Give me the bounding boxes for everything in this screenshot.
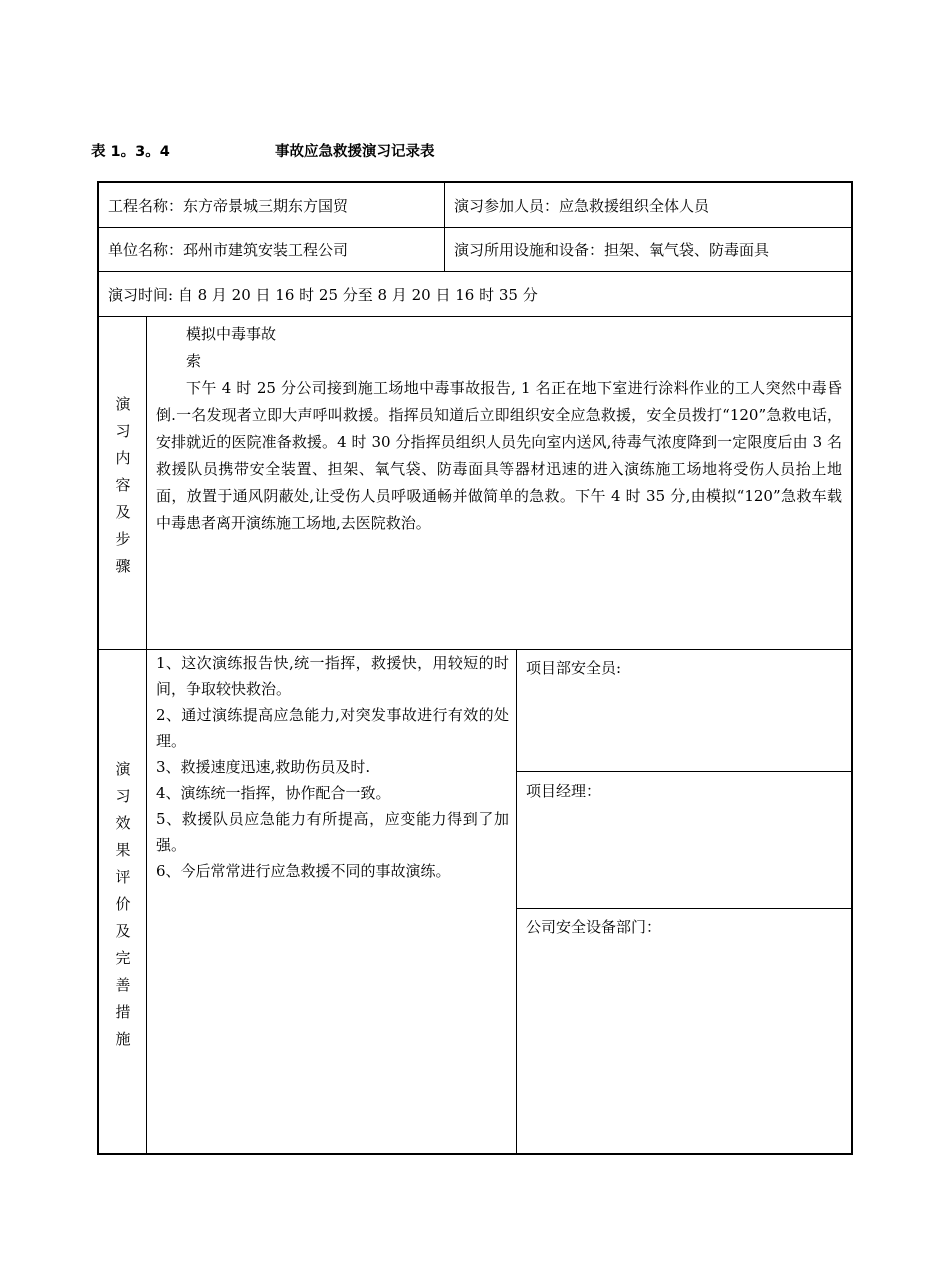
drill-time: 演习时间: 自 8 月 20 日 16 时 25 分至 8 月 20 日 16 时 35 分 bbox=[108, 286, 538, 304]
project-manager-signature: 项目经理： bbox=[526, 782, 602, 800]
list-item: 3、救援速度迅速,救助伤员及时. bbox=[156, 758, 371, 776]
evaluation-points bbox=[156, 650, 509, 884]
list-item: 2、通过演练提高应急能力,对突发事故进行有效的处理。 bbox=[156, 706, 509, 750]
unit-name: 单位名称：邳州市建筑安装工程公司 bbox=[108, 241, 349, 259]
drill-narrative: 下午 4 时 25 分公司接到施工场地中毒事故报告, 1 名正在地下室进行涂料作业的工人突然中毒昏倒.一名发现者立即大声呼叫救援。指挥员知道后立即组织安全应急救援，安全员拨打“120”急救电话，安排就近的医院准备救援。4 时 30 分指挥员组织人员先向室内送风,待毒气浓度降到一定限度后由 3 名救援队员携带安全装置、担架、氧气袋、防毒面具等器材迅速的进入演练施工场地将受伤人员抬上地面，放置于通风阴蔽处,让受伤人员呼吸通畅并做简单的急救。下午 4 时 35 分,由模拟“120”急救车载中毒患者离开演练施工场地,去医院救治。 bbox=[156, 379, 842, 532]
list-item: 4、演练统一指挥，协作配合一致。 bbox=[156, 784, 391, 802]
drill-record-table bbox=[97, 181, 853, 1155]
drill-scenario-cont: 索 bbox=[186, 352, 202, 370]
equipment: 演习所用设施和设备：担架、氧气袋、防毒面具 bbox=[454, 241, 770, 259]
column-divider bbox=[444, 183, 445, 272]
row-divider bbox=[99, 227, 851, 228]
content-steps bbox=[156, 321, 842, 537]
content-section-label: 演 习 内 容 及 步 骤 bbox=[115, 395, 131, 575]
evaluation-section-label: 演 习 效 果 评 价 及 完 善 措 施 bbox=[115, 760, 131, 1048]
participants: 演习参加人员：应急救援组织全体人员 bbox=[454, 197, 710, 215]
list-item: 6、今后常常进行应急救援不同的事故演练。 bbox=[156, 862, 451, 880]
project-name: 工程名称：东方帝景城三期东方国贸 bbox=[108, 197, 349, 215]
signature-divider bbox=[516, 771, 851, 772]
list-item: 1、这次演练报告快,统一指挥，救援快，用较短的时间，争取较快救治。 bbox=[156, 654, 509, 698]
row-divider bbox=[99, 316, 851, 317]
list-item: 5、救援队员应急能力有所提高，应变能力得到了加强。 bbox=[156, 810, 509, 854]
signature-column-divider bbox=[516, 649, 517, 1153]
form-title: 事故应急救援演习记录表 bbox=[275, 144, 435, 160]
drill-scenario: 模拟中毒事故 bbox=[186, 325, 277, 343]
signature-divider bbox=[516, 908, 851, 909]
form-heading bbox=[91, 142, 851, 162]
safety-dept-signature: 公司安全设备部门： bbox=[526, 918, 662, 936]
form-code: 表 1。3。4 bbox=[91, 144, 170, 160]
label-column-divider bbox=[146, 316, 147, 1153]
row-divider bbox=[99, 271, 851, 272]
safety-officer-signature: 项目部安全员: bbox=[526, 659, 622, 677]
